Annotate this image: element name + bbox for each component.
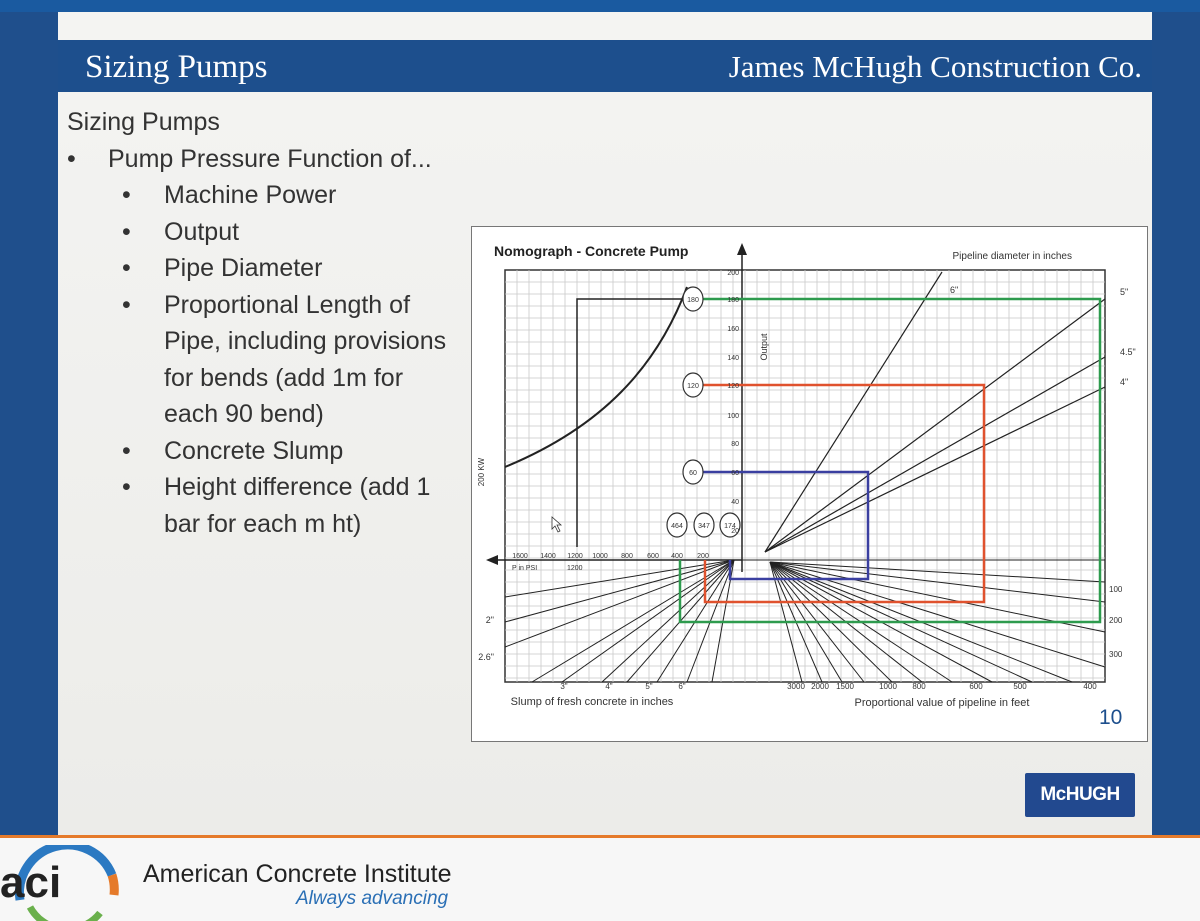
nomograph-figure <box>471 226 1148 742</box>
pressure-value: 1200 <box>567 565 583 572</box>
nomograph-svg <box>472 227 1149 743</box>
sub-bullet: • Height difference (add 1 bar for each m ht) <box>67 469 449 542</box>
slump-tick: 3" <box>560 682 568 691</box>
pressure-tick: 1600 <box>512 553 528 560</box>
left-diameter-label: 2.6" <box>478 652 494 662</box>
slide-title: Sizing Pumps <box>85 49 268 85</box>
axis-arrow-left <box>486 555 498 565</box>
pressure-tick: 400 <box>671 553 683 560</box>
length-tick: 500 <box>1013 682 1027 691</box>
aci-logo <box>0 845 130 921</box>
diameter-top-label: 6" <box>950 285 959 295</box>
callout-label: 180 <box>687 297 699 304</box>
sub-bullet: • Proportional Length of Pipe, including provisions for bends (add 1m for each 90 bend) <box>67 287 449 433</box>
mchugh-badge: McHUGH <box>1025 773 1135 817</box>
callout-label: 347 <box>698 523 710 530</box>
length-tick: 1000 <box>879 682 897 691</box>
output-tick: 140 <box>727 355 739 362</box>
slump-tick: 5" <box>645 682 653 691</box>
pressure-tick: 200 <box>697 553 709 560</box>
pressure-tick: 1400 <box>540 553 556 560</box>
org-tagline: Always advancing <box>296 888 449 909</box>
bullet-content <box>67 104 457 542</box>
axis-arrow-up <box>737 243 747 255</box>
page-number: 10 <box>1099 706 1123 729</box>
company-name: James McHugh Construction Co. <box>728 49 1142 84</box>
sub-bullet: • Machine Power <box>67 177 457 214</box>
callout-label: 120 <box>687 383 699 390</box>
length-tick: 3000 <box>787 682 805 691</box>
sub-bullet: • Output <box>67 214 457 251</box>
diameter-right-label: 4" <box>1120 377 1129 387</box>
pressure-tick: 600 <box>647 553 659 560</box>
right-scale-label: 300 <box>1109 650 1123 659</box>
length-tick: 800 <box>912 682 926 691</box>
output-label: Output <box>759 333 769 361</box>
output-tick: 60 <box>731 470 739 477</box>
sub-bullet: • Pipe Diameter <box>67 250 457 287</box>
power-label: 200 KW <box>477 457 486 487</box>
length-tick: 400 <box>1083 682 1097 691</box>
slump-tick: 6" <box>678 682 686 691</box>
output-tick: 80 <box>731 441 739 448</box>
callout-label: 174 <box>724 523 736 530</box>
right-scale-label: 100 <box>1109 585 1123 594</box>
output-tick: 120 <box>727 383 739 390</box>
top-strip <box>0 0 1200 12</box>
bullet-text: Pump Pressure Function of... <box>108 144 432 173</box>
output-tick: 160 <box>727 326 739 333</box>
sub-bullet: • Concrete Slump <box>67 433 457 470</box>
length-tick: 1500 <box>836 682 854 691</box>
output-tick: 200 <box>727 270 739 277</box>
diameter-right-label: 5" <box>1120 287 1129 297</box>
bullet-pump-pressure <box>67 141 438 178</box>
length-tick: 2000 <box>811 682 829 691</box>
content-heading: Sizing Pumps <box>67 108 220 136</box>
slump-tick: 4" <box>605 682 613 691</box>
output-tick: 180 <box>727 297 739 304</box>
pressure-tick: 800 <box>621 553 633 560</box>
aci-logo-text: aci <box>0 858 62 907</box>
length-tick: 600 <box>969 682 983 691</box>
slump-label: Slump of fresh concrete in inches <box>510 696 674 708</box>
right-scale-label: 200 <box>1109 616 1123 625</box>
output-tick: 20 <box>731 528 739 535</box>
pressure-tick: 1200 <box>567 553 583 560</box>
output-tick: 40 <box>731 499 739 506</box>
pressure-tick: 1000 <box>592 553 608 560</box>
nomograph-title: Nomograph - Concrete Pump <box>494 243 689 259</box>
output-tick: 100 <box>727 413 739 420</box>
callout-label: 464 <box>671 523 683 530</box>
diameter-right-label: 4.5" <box>1120 347 1136 357</box>
callout-label: 60 <box>689 470 697 477</box>
length-label: Proportional value of pipeline in feet <box>854 697 1030 709</box>
org-name: American Concrete Institute <box>143 860 452 888</box>
pipeline-label: Pipeline diameter in inches <box>952 251 1072 262</box>
pressure-label: P in PSI <box>512 565 538 572</box>
left-diameter-label: 2" <box>485 615 494 625</box>
